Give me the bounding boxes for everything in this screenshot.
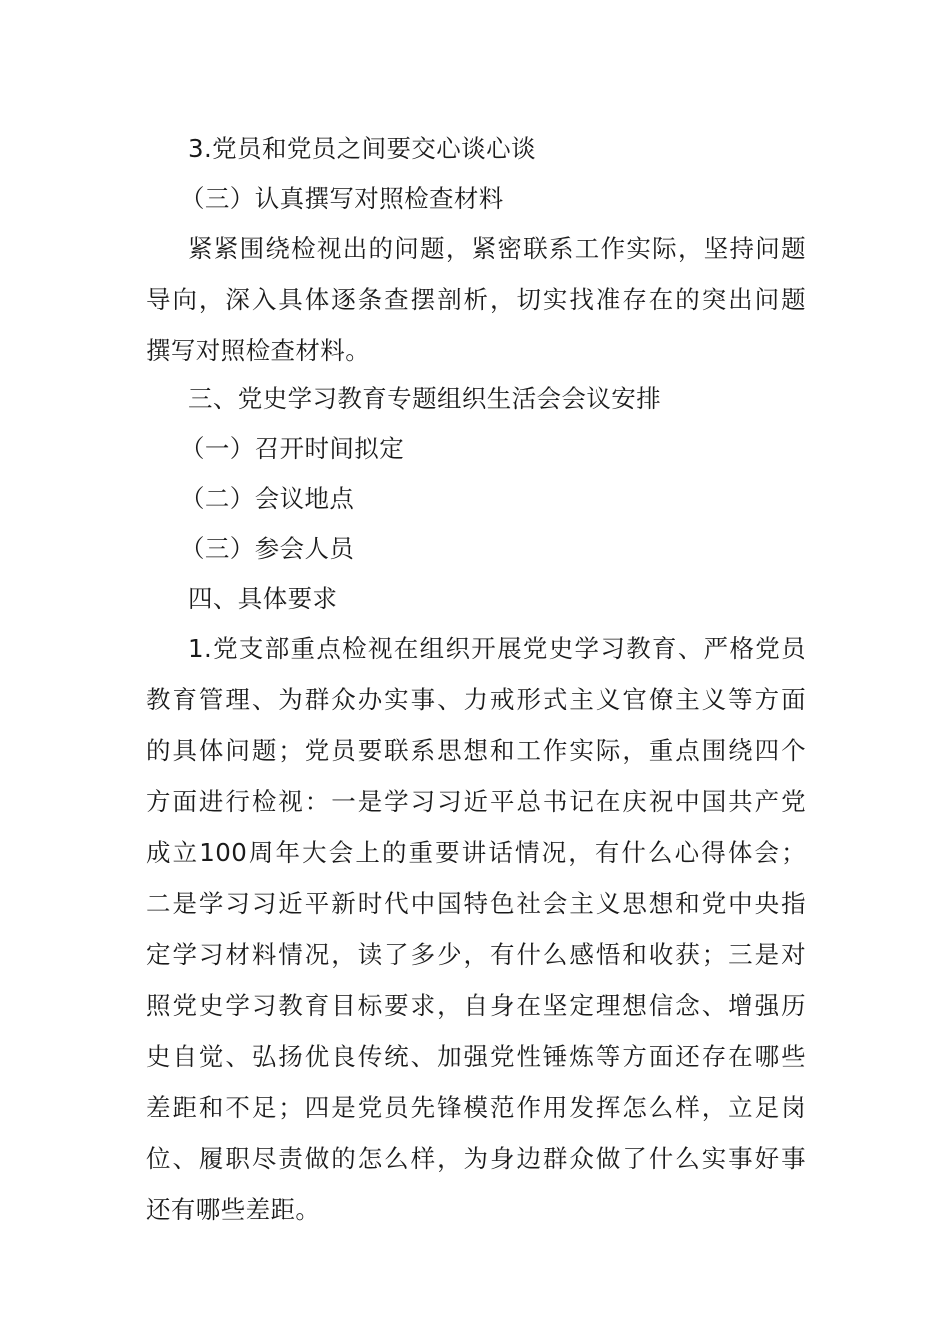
requirement-line-2: 教育管理、为群众办实事、力戒形式主义官僚主义等方面 (146, 685, 806, 714)
requirement-line-12: 还有哪些差距。 (146, 1195, 321, 1224)
section-3-heading: （三）认真撰写对照检查材料 (180, 184, 504, 213)
requirement-line-4: 方面进行检视：一是学习习近平总书记在庆祝中国共产党 (146, 787, 806, 816)
requirement-line-10: 差距和不足；四是党员先锋模范作用发挥怎么样，立足岗 (146, 1093, 806, 1122)
requirement-line-9: 史自觉、弘扬优良传统、加强党性锤炼等方面还存在哪些 (146, 1042, 806, 1071)
requirement-line-6: 二是学习习近平新时代中国特色社会主义思想和党中央指 (146, 889, 806, 918)
requirement-line-1: 1.党支部重点检视在组织开展党史学习教育、严格党员 (188, 634, 806, 663)
requirement-line-7: 定学习材料情况，读了多少，有什么感悟和收获；三是对 (146, 940, 806, 969)
subheading-2: （二）会议地点 (180, 484, 355, 513)
paragraph-line-2: 导向，深入具体逐条查摆剖析，切实找准存在的突出问题 (146, 285, 806, 314)
requirement-line-5: 成立100周年大会上的重要讲话情况，有什么心得体会； (146, 838, 806, 867)
requirement-line-3: 的具体问题；党员要联系思想和工作实际，重点围绕四个 (146, 736, 806, 765)
item-3-heading: 3.党员和党员之间要交心谈心谈 (188, 134, 536, 163)
subheading-1: （一）召开时间拟定 (180, 434, 405, 463)
part-4-heading: 四、具体要求 (188, 584, 338, 613)
paragraph-line-3: 撰写对照检查材料。 (146, 336, 371, 365)
requirement-line-8: 照党史学习教育目标要求，自身在坚定理想信念、增强历 (146, 991, 806, 1020)
paragraph-line-1: 紧紧围绕检视出的问题，紧密联系工作实际，坚持问题 (188, 234, 806, 263)
requirement-line-11: 位、履职尽责做的怎么样，为身边群众做了什么实事好事 (146, 1144, 806, 1173)
part-3-heading: 三、党史学习教育专题组织生活会会议安排 (188, 384, 662, 413)
subheading-3: （三）参会人员 (180, 534, 355, 563)
